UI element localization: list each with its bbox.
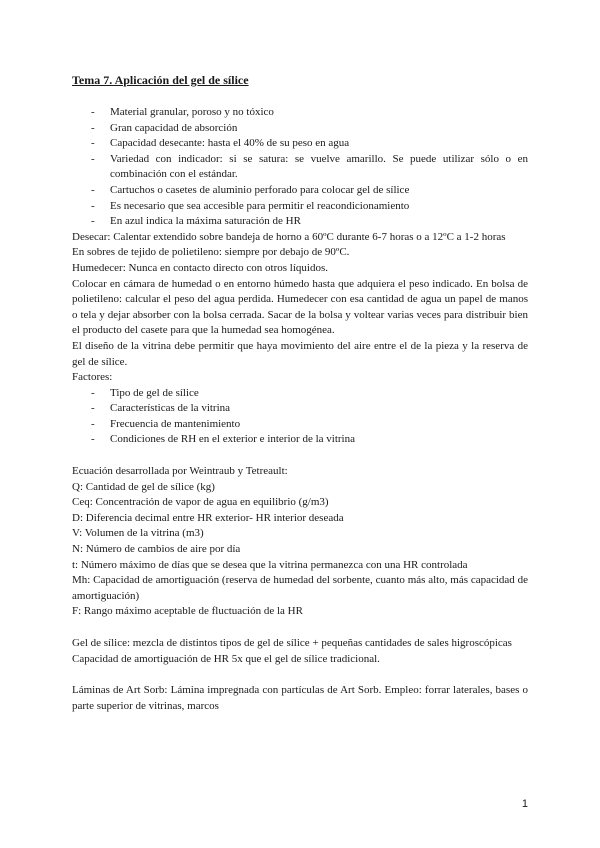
list-item: - Material granular, poroso y no tóxico (72, 105, 528, 121)
spacer (72, 448, 528, 464)
dash-bullet: - (91, 106, 95, 118)
gel-mixture-paragraph: Gel de sílice: mezcla de distintos tipos de gel de sílice + pequeñas cantidades de sales higroscópicas (72, 637, 512, 649)
equation-variable: N: Número de cambios de aire por día (72, 543, 241, 556)
factors-list (72, 386, 528, 448)
equation-variable: V: Volumen de la vitrina (m3) (72, 527, 204, 540)
factores-label: Factores: (72, 371, 113, 384)
list-item: - Tipo de gel de sílice (72, 386, 528, 402)
equation-intro: Ecuación desarrollada por Weintraub y Tetreault: (72, 465, 288, 478)
spacer (72, 620, 528, 636)
properties-list (72, 105, 528, 230)
equation-variable: t: Número máximo de días que se desea que la vitrina permanezca con una HR controlada (72, 558, 468, 571)
dash-bullet: - (91, 152, 95, 165)
equation-variable: Q: Cantidad de gel de sílice (kg) (72, 480, 215, 493)
equation-variable: Mh: Capacidad de amortiguación (reserva de humedad del sorbente, cuanto más alto, más capacidad de amortiguación) (72, 574, 528, 602)
dash-bullet: - (91, 199, 95, 212)
list-item: - Variedad con indicador: si se satura: se vuelve amarillo. Se puede utilizar sólo o en combinación con el estándar. (91, 152, 528, 181)
list-item: - Características de la vitrina (72, 401, 528, 417)
dash-bullet: - (91, 433, 95, 446)
equation-variable: Ceq: Concentración de vapor de agua en equilibrio (g/m3) (72, 496, 329, 509)
list-item: - Es necesario que sea accesible para permitir el reacondicionamiento (72, 199, 528, 215)
dash-bullet: - (91, 386, 95, 399)
document-page (72, 72, 528, 714)
dash-bullet: - (91, 183, 95, 196)
dash-bullet: - (91, 137, 95, 150)
sobres-paragraph: En sobres de tejido de polietileno: siempre por debajo de 90ºC. (72, 246, 350, 259)
list-item: - Capacidad desecante: hasta el 40% de su peso en agua (72, 136, 528, 152)
artsorb-paragraph: Láminas de Art Sorb: Lámina impregnada con partículas de Art Sorb. Empleo: forrar laterales, bases o parte superior de vitrinas, marcos (72, 684, 528, 712)
page-title: Tema 7. Aplicación del gel de sílice (72, 73, 249, 87)
diseno-paragraph: El diseño de la vitrina debe permitir que haya movimiento del aire entre el de la pieza y la reserva de gel de sílice. (72, 339, 528, 368)
colocar-paragraph: Colocar en cámara de humedad o en entorno húmedo hasta que adquiera el peso indicado. En bolsa de polietileno: calcular el peso del agua perdida. Humedecer con esa cantidad de agua un papel de manos o tela y dejar absorber con la bolsa cerrada. Sacar de la bolsa y voltear varias veces para distribuir bien el producto del casete para que la humedad sea homogénea. (72, 277, 528, 337)
dash-bullet: - (91, 402, 95, 415)
gel-capacity-paragraph: Capacidad de amortiguación de HR 5x que el gel de sílice tradicional. (72, 652, 380, 665)
list-item: - Frecuencia de mantenimiento (72, 417, 528, 433)
dash-bullet: - (91, 215, 95, 228)
page-number: 1 (521, 798, 528, 810)
desecar-paragraph: Desecar: Calentar extendido sobre bandeja de horno a 60ºC durante 6-7 horas o a 12ºC a 1-2 horas (72, 230, 506, 243)
dash-bullet: - (91, 417, 95, 430)
humedecer-paragraph: Humedecer: Nunca en contacto directo con otros líquidos. (72, 261, 328, 274)
list-item: - Cartuchos o casetes de aluminio perforado para colocar gel de sílice (72, 183, 528, 199)
dash-bullet: - (91, 121, 95, 134)
spacer (72, 667, 528, 683)
equation-variable: F: Rango máximo aceptable de fluctuación de la HR (72, 605, 303, 618)
list-item: - Gran capacidad de absorción (72, 121, 528, 137)
list-item: - Condiciones de RH en el exterior e interior de la vitrina (72, 432, 528, 448)
equation-variable: D: Diferencia decimal entre HR exterior- HR interior deseada (72, 511, 344, 524)
list-item: - En azul indica la máxima saturación de HR (72, 214, 528, 230)
